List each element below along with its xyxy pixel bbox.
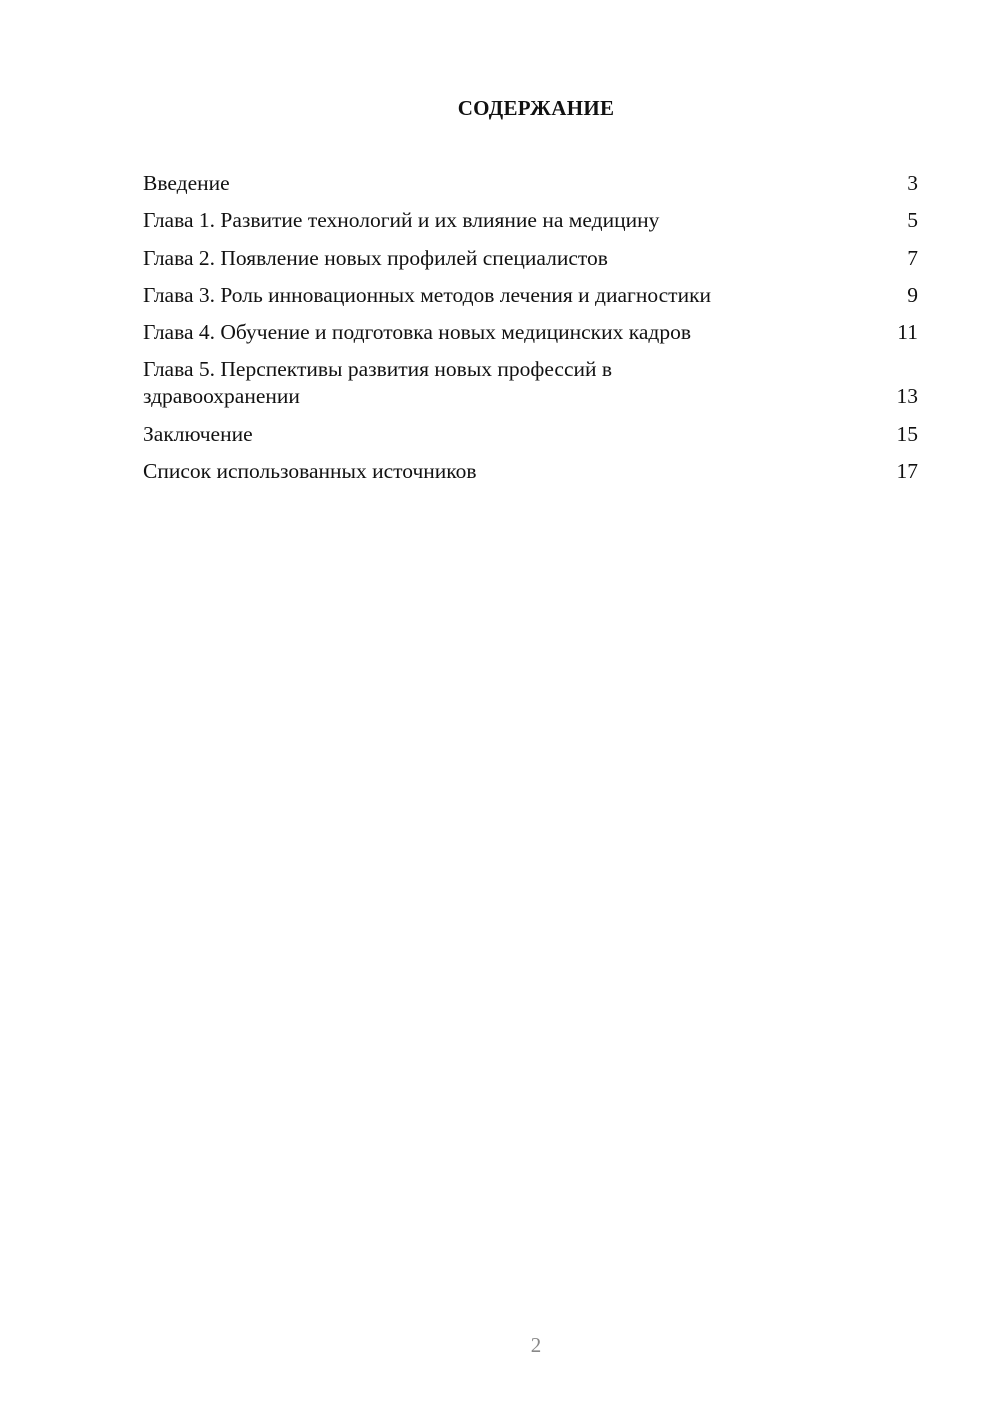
toc-entry-label: Введение	[143, 171, 230, 195]
toc-entry-chapter-4	[143, 319, 918, 346]
page-title: СОДЕРЖАНИЕ	[457, 96, 615, 120]
toc-entry-page: 5	[907, 208, 918, 233]
toc-entry-page: 3	[907, 171, 918, 195]
toc-entry-label: Заключение	[143, 421, 253, 446]
toc-entry-page: 13	[896, 384, 918, 409]
toc-entry-page: 15	[896, 421, 918, 446]
toc-entry-page: 17	[896, 459, 918, 484]
toc-entry-chapter-3	[143, 282, 918, 309]
toc-entry-page: 11	[897, 320, 918, 345]
toc-entry-label: Глава 1. Развитие технологий и их влияние на медицину	[143, 208, 660, 233]
toc-entry-label: Глава 4. Обучение и подготовка новых медицинских кадров	[143, 320, 691, 345]
toc-entry-references	[143, 458, 918, 485]
toc-entry-page: 7	[907, 245, 918, 270]
toc-entry-chapter-5	[143, 356, 918, 410]
toc-entry-introduction	[143, 170, 918, 197]
table-of-contents	[143, 170, 918, 495]
toc-entry-page: 9	[907, 282, 918, 307]
page-number: 2	[530, 1333, 542, 1357]
toc-entry-chapter-1	[143, 207, 918, 234]
toc-entry-label: Список использованных источников	[143, 459, 477, 484]
toc-entry-label: Глава 5. Перспективы развития новых профессий в здравоохранении	[143, 357, 613, 409]
toc-entry-label: Глава 2. Появление новых профилей специалистов	[143, 245, 608, 270]
toc-entry-label: Глава 3. Роль инновационных методов лечения и диагностики	[143, 282, 712, 307]
toc-entry-chapter-2	[143, 245, 918, 272]
toc-entry-conclusion	[143, 421, 918, 448]
